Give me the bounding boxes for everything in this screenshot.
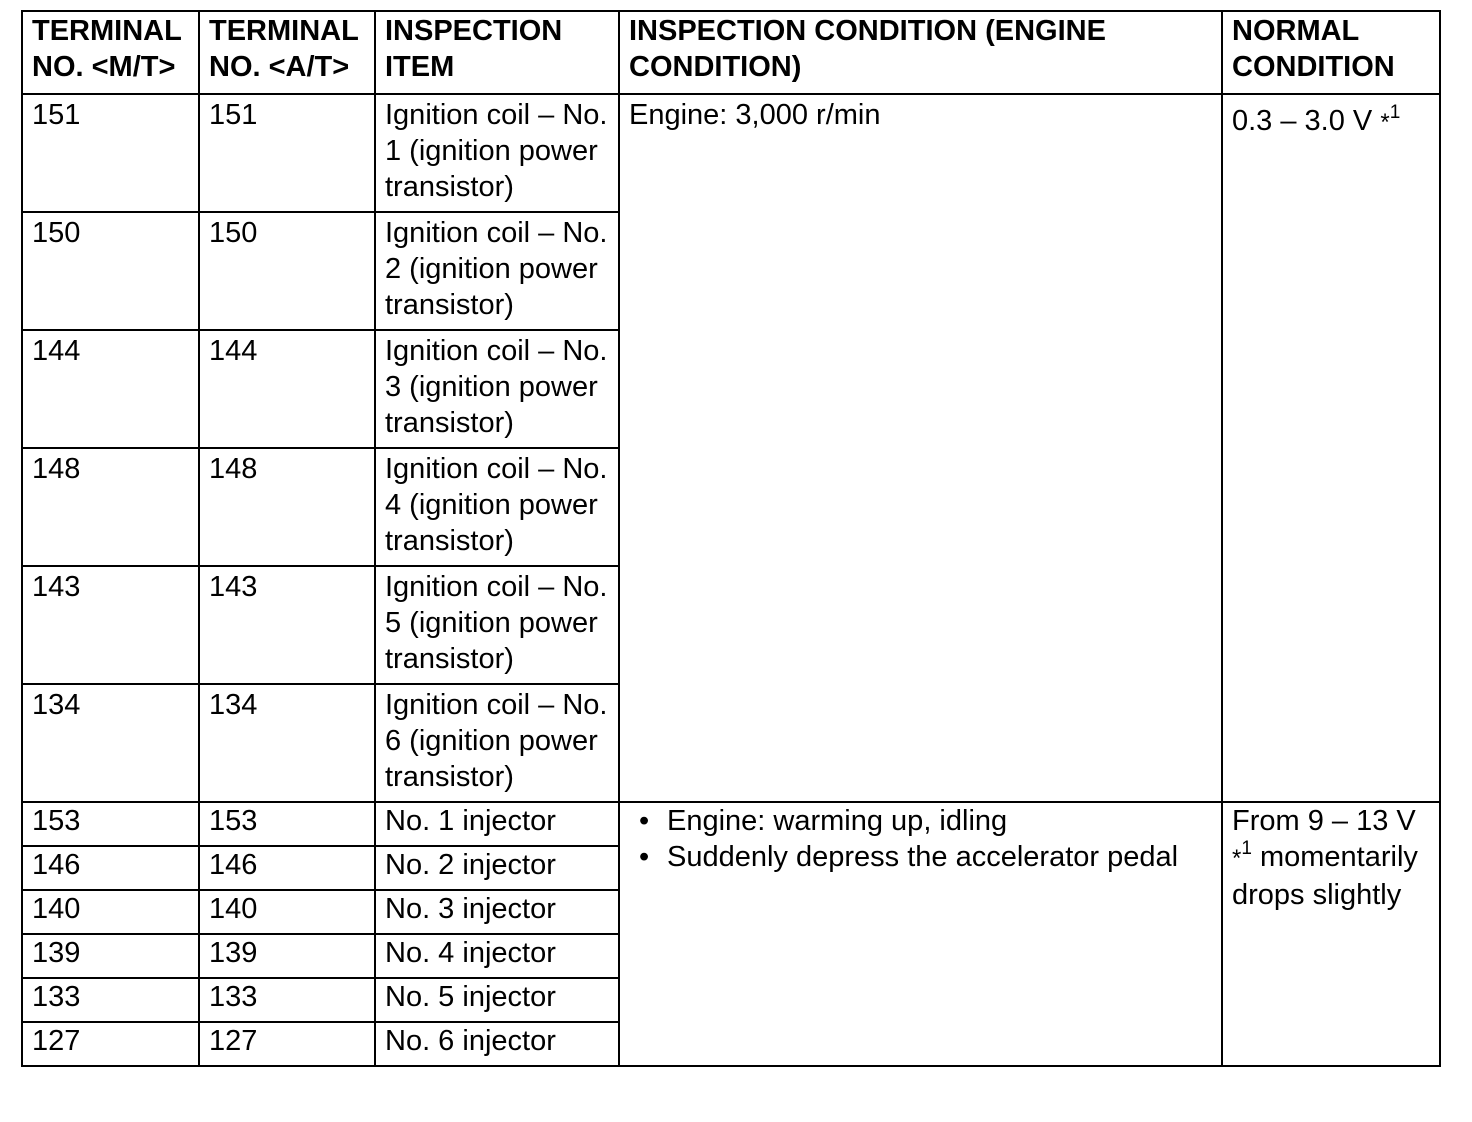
inspection-item: No. 3 injector <box>375 890 619 934</box>
table-row <box>22 802 1440 846</box>
inspection-table <box>21 10 1441 1067</box>
inspection-item: Ignition coil – No. 2 (ignition power transistor) <box>375 212 619 330</box>
terminal-mt: 139 <box>22 934 199 978</box>
terminal-at: 139 <box>199 934 375 978</box>
inspection-item: No. 5 injector <box>375 978 619 1022</box>
terminal-mt: 133 <box>22 978 199 1022</box>
terminal-mt: 143 <box>22 566 199 684</box>
ignition-normal-value: 0.3 – 3.0 V <box>1232 105 1373 137</box>
inspection-item: Ignition coil – No. 1 (ignition power transistor) <box>375 94 619 212</box>
ignition-condition: Engine: 3,000 r/min <box>619 94 1222 802</box>
terminal-mt: 151 <box>22 94 199 212</box>
header-terminal-mt: TERMINAL NO. <M/T> <box>22 11 199 94</box>
injector-condition <box>619 802 1222 1066</box>
terminal-mt: 127 <box>22 1022 199 1066</box>
terminal-mt: 144 <box>22 330 199 448</box>
footnote-star: * <box>1232 845 1242 872</box>
footnote-ref: 1 <box>1389 102 1401 123</box>
terminal-at: 146 <box>199 846 375 890</box>
terminal-at: 144 <box>199 330 375 448</box>
header-normal-condition: NORMAL CONDITION <box>1222 11 1440 94</box>
terminal-at: 127 <box>199 1022 375 1066</box>
footnote-star: * <box>1380 109 1390 136</box>
ignition-normal-condition <box>1222 94 1440 802</box>
terminal-at: 143 <box>199 566 375 684</box>
table-row <box>22 94 1440 212</box>
condition-item: • Suddenly depress the accelerator pedal <box>629 839 1212 875</box>
condition-list <box>629 803 1212 875</box>
terminal-mt: 134 <box>22 684 199 802</box>
inspection-item: No. 4 injector <box>375 934 619 978</box>
terminal-mt: 148 <box>22 448 199 566</box>
terminal-at: 140 <box>199 890 375 934</box>
inspection-item: No. 6 injector <box>375 1022 619 1066</box>
injector-normal-suffix: momentarily drops slightly <box>1232 841 1418 911</box>
terminal-at: 134 <box>199 684 375 802</box>
terminal-at: 150 <box>199 212 375 330</box>
header-inspection-item: INSPECTION ITEM <box>375 11 619 94</box>
inspection-item: No. 1 injector <box>375 802 619 846</box>
terminal-at: 153 <box>199 802 375 846</box>
inspection-item: Ignition coil – No. 5 (ignition power transistor) <box>375 566 619 684</box>
terminal-mt: 153 <box>22 802 199 846</box>
terminal-at: 133 <box>199 978 375 1022</box>
terminal-at: 148 <box>199 448 375 566</box>
inspection-item: Ignition coil – No. 3 (ignition power transistor) <box>375 330 619 448</box>
injector-normal-prefix: From 9 – 13 V <box>1232 805 1416 837</box>
inspection-item: Ignition coil – No. 4 (ignition power transistor) <box>375 448 619 566</box>
inspection-item: No. 2 injector <box>375 846 619 890</box>
injector-normal-condition <box>1222 802 1440 1066</box>
terminal-mt: 140 <box>22 890 199 934</box>
header-row <box>22 11 1440 94</box>
terminal-at: 151 <box>199 94 375 212</box>
header-terminal-at: TERMINAL NO. <A/T> <box>199 11 375 94</box>
terminal-mt: 150 <box>22 212 199 330</box>
condition-item: • Engine: warming up, idling <box>629 803 1212 839</box>
inspection-item: Ignition coil – No. 6 (ignition power transistor) <box>375 684 619 802</box>
terminal-mt: 146 <box>22 846 199 890</box>
header-inspection-condition: INSPECTION CONDITION (ENGINE CONDITION) <box>619 11 1222 94</box>
footnote-ref: 1 <box>1241 838 1252 859</box>
